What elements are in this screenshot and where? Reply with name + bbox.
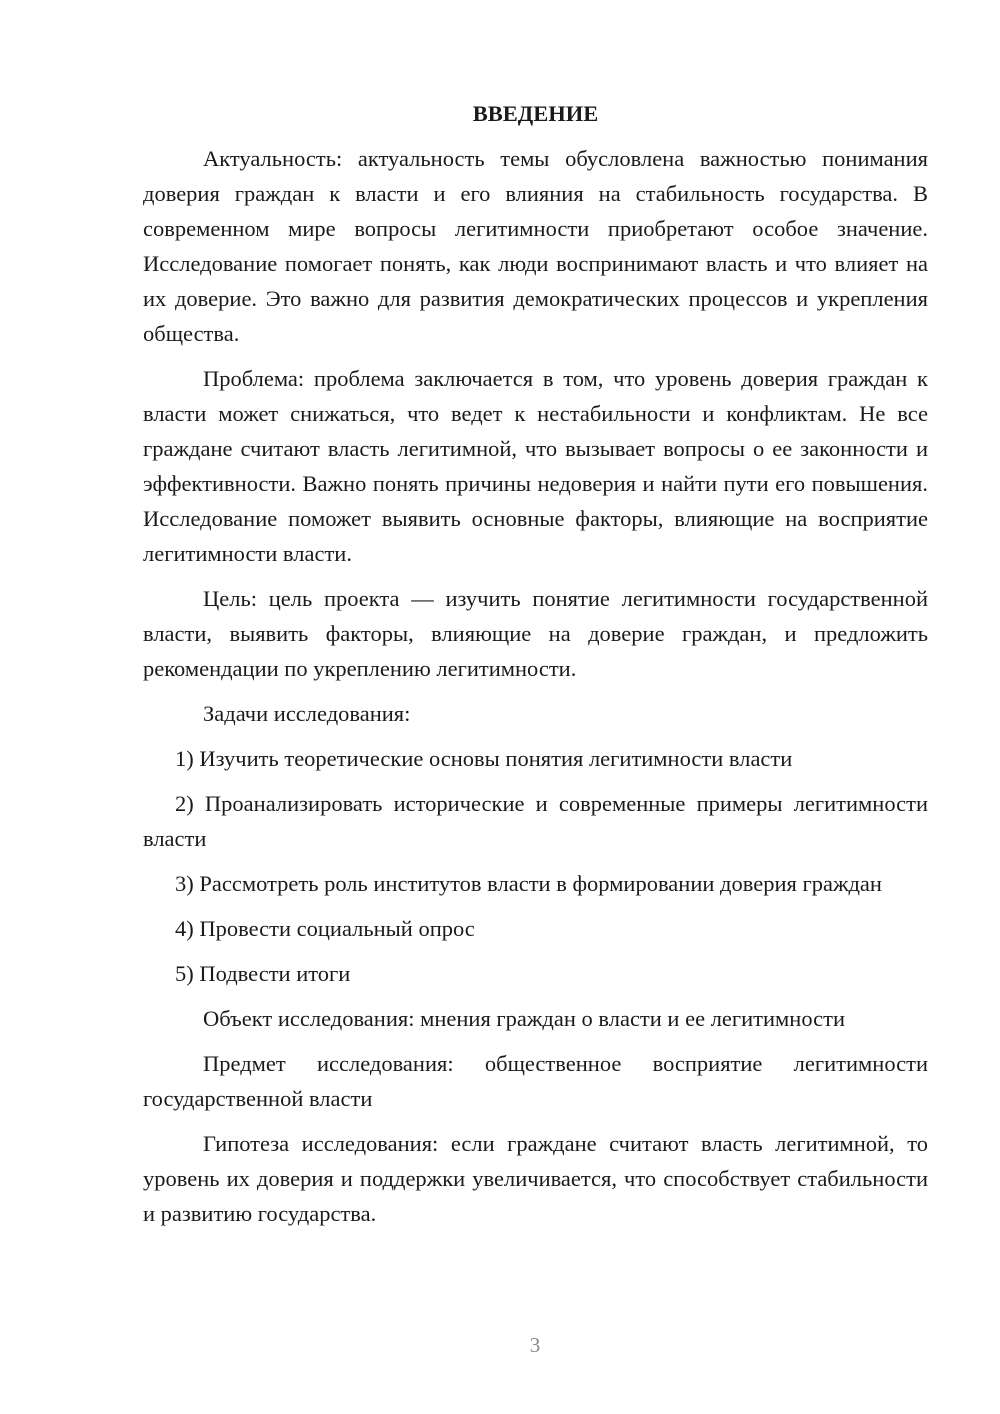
document-page <box>143 96 928 1241</box>
task-item: 3) Рассмотреть роль институтов власти в формировании доверия граждан <box>175 871 882 896</box>
task-item: 2) Проанализировать исторические и современные примеры легитимности власти <box>143 791 928 851</box>
tasks-heading: Задачи исследования: <box>203 701 411 726</box>
paragraph-problem: Проблема: проблема заключается в том, что уровень доверия граждан к власти может снижаться, что ведет к нестабильности и конфликтам. Не все граждане считают власть легитимной, что вызывает вопросы о ее законности и эффективности. Важно понять причины недоверия и найти пути его повышения. Исследование поможет выявить основные факторы, влияющие на восприятие легитимности власти. <box>143 366 928 566</box>
page-title: ВВЕДЕНИЕ <box>472 101 599 126</box>
paragraph-hypothesis: Гипотеза исследования: если граждане считают власть легитимной, то уровень их доверия и поддержки увеличивается, что способствует стабильности и развитию государства. <box>143 1131 928 1226</box>
paragraph-object: Объект исследования: мнения граждан о власти и ее легитимности <box>203 1006 846 1031</box>
task-item: 1) Изучить теоретические основы понятия легитимности власти <box>175 746 793 771</box>
paragraph-relevance: Актуальность: актуальность темы обусловлена важностью понимания доверия граждан к власти и его влияния на стабильность государства. В современном мире вопросы легитимности приобретают особое значение. Исследование помогает понять, как люди воспринимают власть и что влияет на их доверие. Это важно для развития демократических процессов и укрепления общества. <box>143 146 928 346</box>
paragraph-subject: Предмет исследования: общественное восприятие легитимности государственной власти <box>143 1051 928 1111</box>
task-item: 5) Подвести итоги <box>175 961 351 986</box>
paragraph-goal: Цель: цель проекта — изучить понятие легитимности государственной власти, выявить факторы, влияющие на доверие граждан, и предложить рекомендации по укреплению легитимности. <box>143 586 928 681</box>
page-number: 3 <box>529 1333 541 1357</box>
task-item: 4) Провести социальный опрос <box>175 916 475 941</box>
